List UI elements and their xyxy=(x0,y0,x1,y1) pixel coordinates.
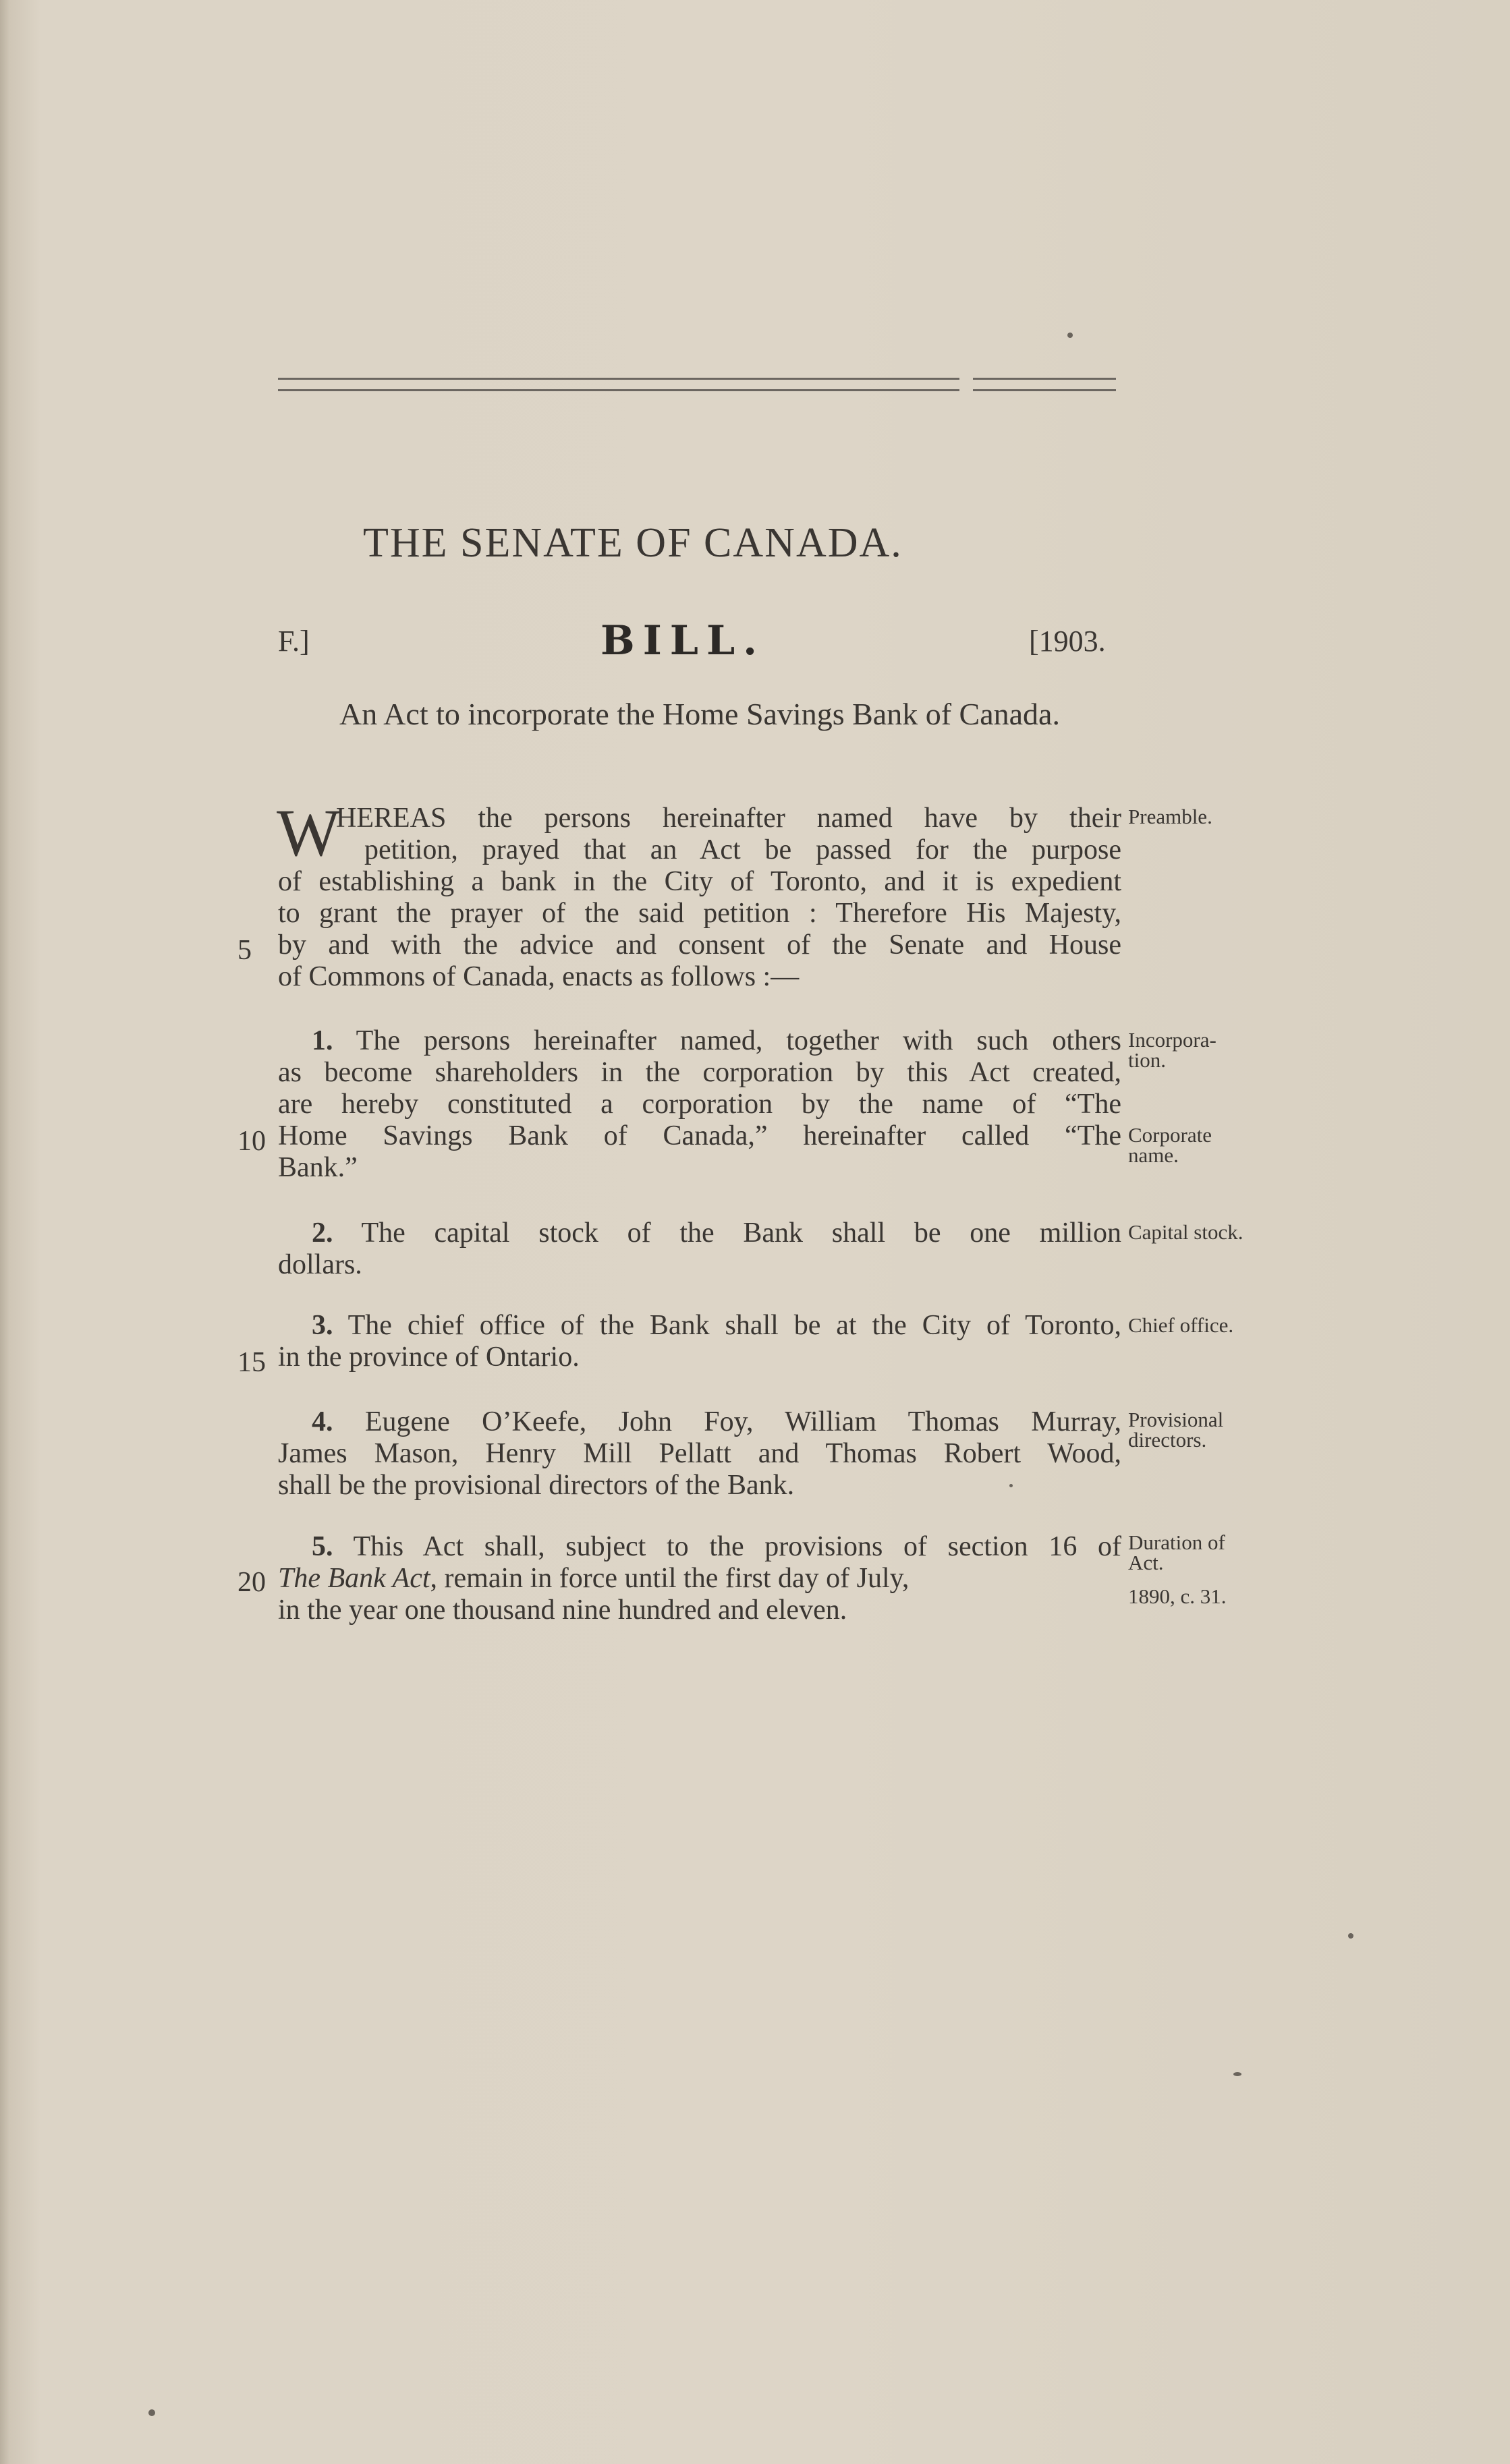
bill-title: BILL. xyxy=(600,617,766,664)
bill-code: F.] xyxy=(278,625,310,658)
preamble-line-5: by and with the advice and consent of the Senate and House xyxy=(278,929,1121,961)
section-4-text-1: Eugene O’Keefe, John Foy, William Thomas Murray, xyxy=(364,1406,1122,1437)
line-number-10: 10 xyxy=(237,1126,266,1157)
line-number-20: 20 xyxy=(237,1567,266,1598)
section-1-line-3: are hereby constituted a corporation by the name of “The xyxy=(278,1089,1121,1120)
preamble-dropcap: W xyxy=(277,795,341,870)
top-double-rule xyxy=(278,378,959,391)
section-2-text-1: The capital stock of the Bank shall be one million xyxy=(361,1217,1121,1249)
line-number-5: 5 xyxy=(237,935,252,966)
margin-note-chief-office: Chief office. xyxy=(1128,1313,1234,1337)
act-title: An Act to incorporate the Home Savings Bank of Canada. xyxy=(339,697,1060,731)
preamble-line-2: petition, prayed that an Act be passed for the purpose xyxy=(364,834,1121,865)
section-4-number: 4. xyxy=(312,1406,333,1437)
paper-speck xyxy=(1009,1484,1013,1487)
bill-year: [1903. xyxy=(1029,625,1106,658)
preamble-line-4: to grant the prayer of the said petition : Therefore His Majesty, xyxy=(278,898,1121,929)
margin-note-duration: Duration of xyxy=(1128,1530,1225,1554)
section-1-number: 1. xyxy=(312,1025,333,1056)
preamble-line-6: of Commons of Canada, enacts as follows :— xyxy=(278,961,800,992)
paper-speck xyxy=(1348,1933,1353,1939)
margin-note-statute: 1890, c. 31. xyxy=(1128,1584,1227,1608)
margin-note-provisional: Provisional xyxy=(1128,1408,1224,1431)
margin-note-preamble: Preamble. xyxy=(1128,805,1212,828)
section-4-line-1 xyxy=(312,1406,1121,1438)
margin-note-incorporation-2: tion. xyxy=(1128,1048,1166,1072)
margin-note-corporate: Corporate xyxy=(1128,1123,1212,1147)
page-heading: THE SENATE OF CANADA. xyxy=(363,520,903,566)
section-2-number: 2. xyxy=(312,1217,333,1249)
margin-note-corporate-2: name. xyxy=(1128,1143,1179,1167)
bank-act-reference: The Bank Act xyxy=(278,1563,430,1594)
section-5-text-1: This Act shall, subject to the provisions of section 16 of xyxy=(353,1531,1121,1562)
section-4-line-3: shall be the provisional directors of the Bank. xyxy=(278,1470,795,1501)
margin-note-capital-stock: Capital stock. xyxy=(1128,1220,1243,1244)
top-double-rule-short xyxy=(973,378,1116,391)
section-1-line-2: as become shareholders in the corporation by this Act created, xyxy=(278,1057,1121,1088)
section-5-line-1 xyxy=(312,1531,1121,1563)
section-4-line-2: James Mason, Henry Mill Pellatt and Thomas Robert Wood, xyxy=(278,1438,1121,1469)
section-1-text-1: The persons hereinafter named, together with such others xyxy=(356,1025,1121,1056)
section-1-line-5: Bank.” xyxy=(278,1152,358,1183)
section-2-line-1 xyxy=(312,1217,1121,1249)
paper-speck xyxy=(1233,2072,1241,2076)
preamble-line-1: HEREAS the persons hereinafter named have by their xyxy=(336,803,1121,834)
section-5-number: 5. xyxy=(312,1531,333,1562)
section-5-text-2: , remain in force until the first day of July, xyxy=(430,1563,910,1594)
section-3-text-1: The chief office of the Bank shall be at the City of Toronto, xyxy=(347,1310,1121,1341)
section-1-line-1 xyxy=(312,1025,1121,1057)
section-3-line-1 xyxy=(312,1310,1121,1342)
preamble-line-3: of establishing a bank in the City of Toronto, and it is expedient xyxy=(278,866,1121,897)
margin-note-directors: directors. xyxy=(1128,1428,1207,1452)
margin-note-incorporation: Incorpora- xyxy=(1128,1028,1217,1052)
section-3-number: 3. xyxy=(312,1310,333,1341)
section-3-line-2: in the province of Ontario. xyxy=(278,1342,580,1373)
line-number-15: 15 xyxy=(237,1347,266,1378)
section-1-line-4: Home Savings Bank of Canada,” hereinafter called “The xyxy=(278,1120,1121,1151)
paper-speck xyxy=(148,2409,155,2416)
section-5-line-3: in the year one thousand nine hundred and eleven. xyxy=(278,1595,847,1626)
section-5-line-2 xyxy=(278,1563,1121,1595)
margin-note-act: Act. xyxy=(1128,1551,1164,1574)
paper-speck xyxy=(1067,333,1073,338)
section-2-line-2: dollars. xyxy=(278,1249,362,1280)
